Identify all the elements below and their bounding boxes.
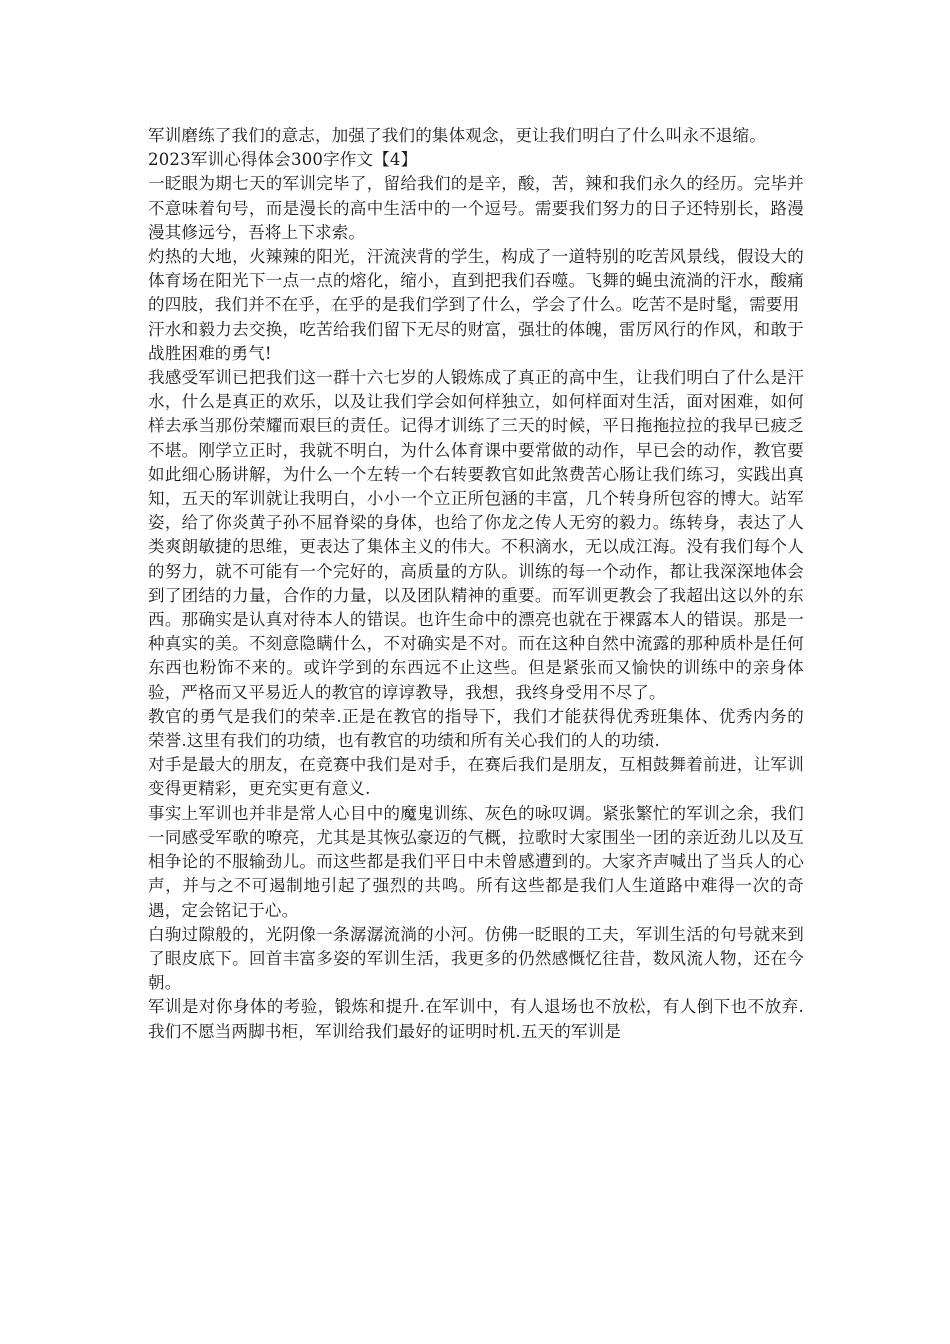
paragraph: 汗水和毅力去交换，吃苦给我们留下无尽的财富，强壮的体魄，雷厉风行的作风，和敢于战胜困难的勇气! [148, 319, 804, 363]
paragraph: 军训是对你身体的考验，锻炼和提升.在军训中，有人退场也不放松，有人倒下也不放弃.我们不愿当两脚书柜，军训给我们最好的证明时机.五天的军训是 [148, 997, 804, 1041]
paragraph: 教官的勇气是我们的荣幸.正是在教官的指导下，我们才能获得优秀班集体、优秀内务的荣誉.这里有我们的功绩，也有教官的功绩和所有关心我们的人的功绩. [148, 706, 804, 751]
paragraph: 对手是最大的朋友，在竞赛中我们是对手，在赛后我们是朋友，互相鼓舞着前进，让军训变得更精彩，更充实更有意义. [148, 755, 804, 799]
paragraph-intro: 军训磨练了我们的意志，加强了我们的集体观念，更让我们明白了什么叫永不退缩。 [148, 126, 766, 145]
document-body [148, 124, 804, 1044]
paragraph: 白驹过隙般的，光阴像一条潺潺流淌的小河。仿佛一眨眼的工夫，军训生活的句号就来到了眼皮底下。回首丰富多姿的军训生活，我更多的仍然感慨忆往昔，数风流人物，还在今朝。 [148, 924, 804, 993]
paragraph: 事实上军训也并非是常人心目中的魔鬼训练、灰色的咏叹调。紧张繁忙的军训之余，我们一同感受军歌的嘹亮，尤其是其恢弘豪迈的气概，拉歌时大家围坐一团的亲近劲儿以及互相争论的不服输劲儿。而这些都是我们平日中未曾感遭到的。大家齐声喊出了当兵人的心声，并与之不可遏制地引起了强烈的共鸣。所有这些都是我们人生道路中难得一次的奇遇，定会铭记于心。 [148, 803, 804, 920]
section-heading: 2023军训心得体会300字作文【4】 [148, 150, 418, 170]
paragraph: 我感受军训已把我们这一群十六七岁的人锻炼成了真正的高中生，让我们明白了什么是汗水，什么是真正的欢乐，以及让我们学会如何样独立，如何样面对生活，面对困难，如何样去承当那份荣耀而艰巨的责任。记得才训练了三天的时候，平日拖拖拉拉的我早已疲乏不堪。刚学立正时，我就不明白，为什么体育课中要常做的动作，早已会的动作，教官要如此细心肠讲解，为什么一个左转一个右转要教官如此煞费苦心肠让我们练习，实践出真知，五天的军训就让我明白，小小一个立正所包涵的丰富，几个转身所包容的博大。站军姿，给了你炎黄子孙不屈脊梁的身体，也给了你龙之传人无穷的毅力。练转身，表达了人类爽朗敏捷的思维，更表达了集体主义的伟大。不积滴水，无以成江海。没有我们每个人的努力，就不可能有一个完好的，高质量的方队。训练的每一个动作，都让我深深地体会到了团结的力量，合作的力量，以及团队精神的重要。而军训更教会了我超出这以外的东西。那确实是认真对待本人的错误。也许生命中的漂亮也就在于裸露本人的错误。那是一种真实的美。不刻意隐瞒什么，不对确实是不对。而在这种自然中流露的那种质朴是任何东西也粉饰不来的。或许学到的东西远不止这些。但是紧张而又愉快的训练中的亲身体验，严格而又平易近人的教官的谆谆教导，我想，我终身受用不尽了。 [148, 368, 804, 702]
paragraph: 一眨眼为期七天的军训完毕了，留给我们的是辛，酸，苦，辣和我们永久的经历。完毕并不意味着句号，而是漫长的高中生活中的一个逗号。需要我们努力的日子还特别长，路漫漫其修远兮，吾将上下求索。 [148, 174, 804, 242]
paragraph: 灼热的大地，火辣辣的阳光，汗流浃背的学生，构成了一道特别的吃苦风景线，假设大的体育场在阳光下一点一点的熔化，缩小，直到把我们吞噬。飞舞的蝇虫流淌的汗水，酸痛的四肢，我们并不在乎，在乎的是我们学到了什么，学会了什么。吃苦不是时髦，需要用 [148, 247, 804, 315]
